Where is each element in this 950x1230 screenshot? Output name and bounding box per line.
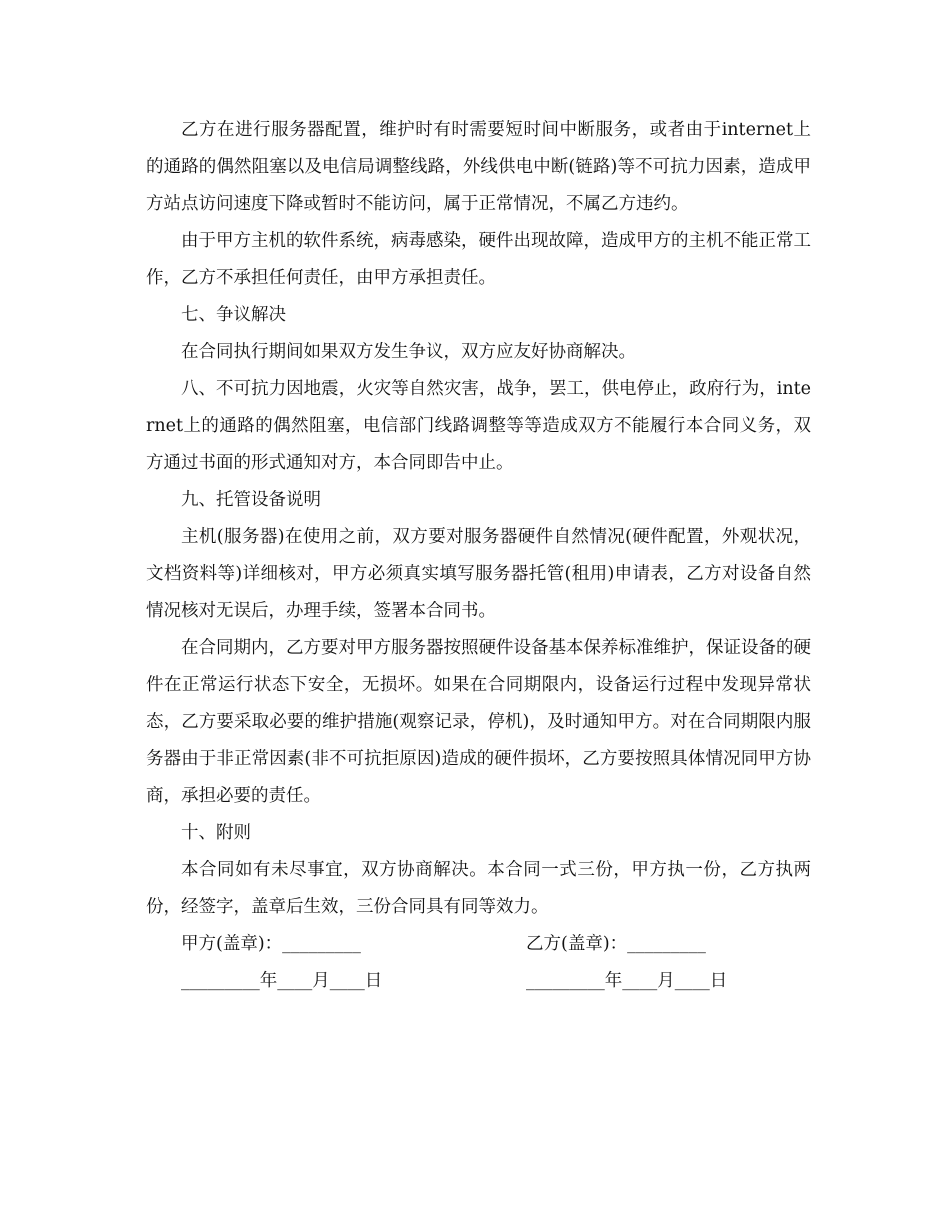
party-a-seal: 甲方(盖章)：_________ — [181, 934, 361, 954]
date-row — [146, 963, 811, 1000]
party-a-date: _________年____月____日 — [181, 971, 383, 991]
paragraph-host-failure: 由于甲方主机的软件系统，病毒感染，硬件出现故障，造成甲方的主机不能正常工作，乙方不承担任何责任，由甲方承担责任。 — [146, 231, 811, 288]
paragraph-dispute: 在合同执行期间如果双方发生争议，双方应友好协商解决。 — [181, 342, 636, 362]
contract-body — [146, 112, 811, 1000]
paragraph-appendix: 本合同如有未尽事宜，双方协商解决。本合同一式三份，甲方执一份，乙方执两份，经签字，盖章后生效，三份合同具有同等效力。 — [146, 860, 811, 917]
paragraph-service-interruption: 乙方在进行服务器配置，维护时有时需要短时间中断服务，或者由于internet上的通路的偶然阻塞以及电信局调整线路，外线供电中断(链路)等不可抗力因素，造成甲方站点访问速度下降或暂时不能访问，属于正常情况，不属乙方违约。 — [146, 120, 811, 214]
party-b-seal: 乙方(盖章)：_________ — [526, 934, 706, 954]
paragraph-maintenance: 在合同期内，乙方要对甲方服务器按照硬件设备基本保养标准维护，保证设备的硬件在正常运行状态下安全，无损坏。如果在合同期限内，设备运行过程中发现异常状态，乙方要采取必要的维护措施(观察记录，停机)，及时通知甲方。对在合同期限内服务器由于非正常因素(非不可抗拒原因)造成的硬件损坏，乙方要按照具体情况同甲方协商，承担必要的责任。 — [146, 638, 811, 806]
section-heading-dispute: 七、争议解决 — [181, 305, 286, 325]
paragraph-force-majeure: 八、不可抗力因地震，火灾等自然灾害，战争，罢工，供电停止，政府行为，internet上的通路的偶然阻塞，电信部门线路调整等等造成双方不能履行本合同义务，双方通过书面的形式通知对方，本合同即告中止。 — [146, 379, 811, 473]
section-heading-equipment: 九、托管设备说明 — [181, 490, 321, 510]
paragraph-equipment-check: 主机(服务器)在使用之前，双方要对服务器硬件自然情况(硬件配置，外观状况，文档资料等)详细核对，甲方必须真实填写服务器托管(租用)申请表，乙方对设备自然情况核对无误后，办理手续，签署本合同书。 — [146, 527, 811, 621]
section-heading-appendix: 十、附则 — [181, 823, 251, 843]
signature-row — [146, 926, 811, 963]
party-b-date: _________年____月____日 — [526, 971, 728, 991]
